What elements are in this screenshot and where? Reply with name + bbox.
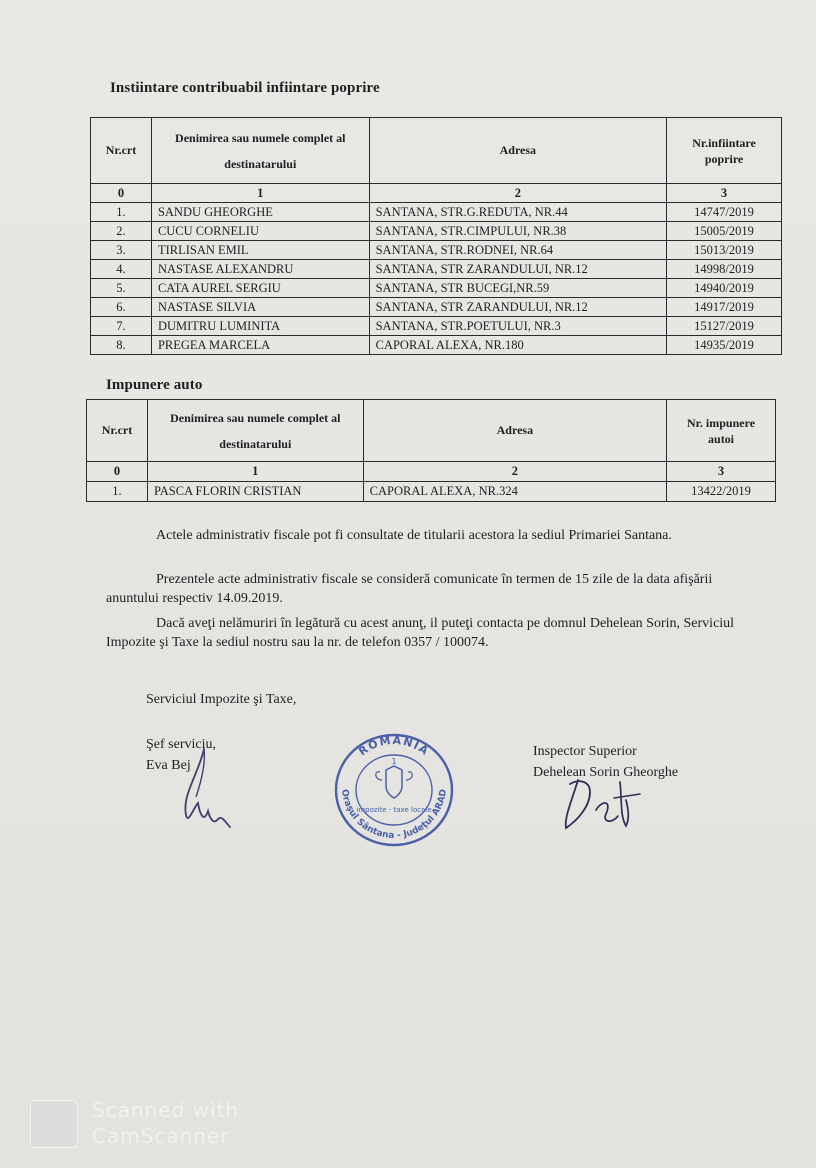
paragraph-consultare: [106, 526, 746, 545]
index-cell: 3: [667, 184, 782, 203]
row-name: TIRLISAN EMIL: [151, 241, 369, 260]
row-number: 1.: [91, 203, 152, 222]
row-doc-number: 14935/2019: [667, 336, 782, 355]
table-row: [91, 298, 782, 317]
seal-ring-text: Oraşul Sântana - Judeţul ARAD: [339, 788, 449, 842]
row-address: SANTANA, STR ZARANDULUI, NR.12: [369, 298, 666, 317]
index-cell: 1: [147, 462, 363, 482]
watermark-line1: Scanned with: [92, 1098, 240, 1122]
index-cell: 0: [87, 462, 148, 482]
left-signer-title: Şef serviciu,: [146, 737, 216, 752]
row-name: DUMITRU LUMINITA: [151, 317, 369, 336]
header-adresa: Adresa: [369, 118, 666, 184]
paragraph-text: Actele administrativ fiscale pot fi consultate de titularii acestora la sediul Primariei Santana.: [156, 528, 672, 543]
index-cell: 0: [91, 184, 152, 203]
right-signer-title: Inspector Superior: [533, 744, 637, 759]
service-signoff: Serviciul Impozite şi Taxe,: [146, 692, 297, 707]
table-row: [87, 482, 776, 502]
table-row: [91, 260, 782, 279]
row-doc-number: 14998/2019: [667, 260, 782, 279]
row-number: 1.: [87, 482, 148, 502]
table-row: [91, 317, 782, 336]
row-address: SANTANA, STR ZARANDULUI, NR.12: [369, 260, 666, 279]
row-number: 4.: [91, 260, 152, 279]
svg-text:Oraşul Sântana - Judeţul ARAD: [339, 789, 449, 841]
table-row: [91, 203, 782, 222]
row-name: PREGEA MARCELA: [151, 336, 369, 355]
camscanner-logo-icon: [30, 1100, 78, 1148]
row-doc-number: 15005/2019: [667, 222, 782, 241]
index-cell: 1: [151, 184, 369, 203]
table-header-row: [87, 400, 776, 462]
index-cell: 2: [363, 462, 666, 482]
row-doc-number: 14747/2019: [667, 203, 782, 222]
row-doc-number: 14940/2019: [667, 279, 782, 298]
row-name: NASTASE ALEXANDRU: [151, 260, 369, 279]
row-address: CAPORAL ALEXA, NR.324: [363, 482, 666, 502]
row-name: SANDU GHEORGHE: [151, 203, 369, 222]
section-title-impunere: Impunere auto: [106, 377, 203, 393]
seal-number: 1: [391, 757, 397, 766]
section-title-poprire: Instiintare contribuabil infiintare poprire: [110, 80, 380, 96]
left-signer-name: Eva Bej: [146, 758, 191, 773]
header-destinatar: Denimirea sau numele complet al destinatarului: [151, 118, 369, 184]
row-number: 3.: [91, 241, 152, 260]
row-number: 6.: [91, 298, 152, 317]
paragraph-text: Prezentele acte administrativ fiscale se consideră comunicate în termen de 15 zile de la data afişării anuntului respectiv 14.09.2019.: [106, 572, 713, 606]
table-header-row: [91, 118, 782, 184]
header-nr-poprire: Nr.infiintare poprire: [667, 118, 782, 184]
header-adresa: Adresa: [363, 400, 666, 462]
row-address: SANTANA, STR BUCEGI,NR.59: [369, 279, 666, 298]
row-address: SANTANA, STR.RODNEI, NR.64: [369, 241, 666, 260]
header-destinatar: Denimirea sau numele complet al destinatarului: [147, 400, 363, 462]
row-address: SANTANA, STR.POETULUI, NR.3: [369, 317, 666, 336]
paragraph-comunicare: [106, 570, 746, 608]
row-address: SANTANA, STR.CIMPULUI, NR.38: [369, 222, 666, 241]
row-number: 7.: [91, 317, 152, 336]
row-name: CATA AUREL SERGIU: [151, 279, 369, 298]
seal-inner-text: impozite - taxe locale: [356, 806, 432, 814]
paragraph-contact: [106, 614, 746, 652]
header-nrcrt: Nr.crt: [91, 118, 152, 184]
header-nr-impunere: Nr. impunere autoi: [667, 400, 776, 462]
row-name: NASTASE SILVIA: [151, 298, 369, 317]
row-doc-number: 15127/2019: [667, 317, 782, 336]
row-number: 5.: [91, 279, 152, 298]
table-row: [91, 279, 782, 298]
table-row: [91, 336, 782, 355]
signature-left-icon: [170, 745, 240, 835]
poprire-table: [90, 117, 782, 355]
header-nrcrt: Nr.crt: [87, 400, 148, 462]
row-name: PASCA FLORIN CRISTIAN: [147, 482, 363, 502]
table-index-row: [91, 184, 782, 203]
watermark-line2: CamScanner: [92, 1124, 230, 1148]
row-doc-number: 15013/2019: [667, 241, 782, 260]
row-address: CAPORAL ALEXA, NR.180: [369, 336, 666, 355]
municipal-seal-icon: [330, 730, 458, 848]
row-address: SANTANA, STR.G.REDUTA, NR.44: [369, 203, 666, 222]
table-row: [91, 222, 782, 241]
table-row: [91, 241, 782, 260]
scanner-watermark: [30, 1098, 250, 1152]
index-cell: 2: [369, 184, 666, 203]
right-signer-name: Dehelean Sorin Gheorghe: [533, 765, 679, 780]
signature-right-icon: [556, 770, 656, 834]
paragraph-text: Dacă aveţi nelămuriri în legătură cu acest anunţ, il puteţi contacta pe domnul Dehelean Sorin, Serviciul Impozite şi Taxe la sediul nostru sau la nr. de telefon 0357 / 100074.: [106, 616, 735, 650]
index-cell: 3: [667, 462, 776, 482]
seal-top-text: ROMÂNIA: [356, 733, 432, 759]
impunere-table: [86, 399, 776, 502]
row-doc-number: 13422/2019: [667, 482, 776, 502]
row-number: 2.: [91, 222, 152, 241]
row-name: CUCU CORNELIU: [151, 222, 369, 241]
row-doc-number: 14917/2019: [667, 298, 782, 317]
table-index-row: [87, 462, 776, 482]
row-number: 8.: [91, 336, 152, 355]
